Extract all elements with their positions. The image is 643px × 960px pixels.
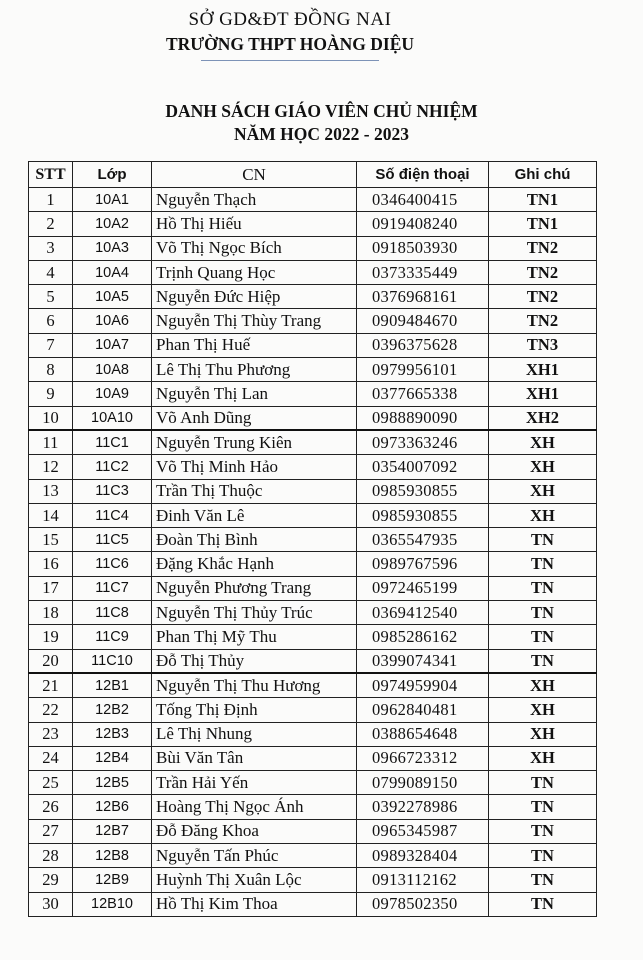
cell-teacher: Trịnh Quang Học xyxy=(152,260,357,284)
cell-teacher: Phan Thị Mỹ Thu xyxy=(152,625,357,649)
cell-class: 10A10 xyxy=(73,406,152,430)
cell-stt: 21 xyxy=(29,673,73,697)
cell-phone: 0989767596 xyxy=(357,552,489,576)
cell-class: 12B10 xyxy=(73,892,152,916)
cell-note: TN xyxy=(489,601,597,625)
table-row xyxy=(29,406,597,430)
cell-phone: 0369412540 xyxy=(357,601,489,625)
cell-phone: 0985930855 xyxy=(357,479,489,503)
cell-note: TN2 xyxy=(489,309,597,333)
table-row xyxy=(29,771,597,795)
cell-phone: 0966723312 xyxy=(357,746,489,770)
column-header-stt: STT xyxy=(29,162,73,188)
table-row xyxy=(29,503,597,527)
cell-class: 12B2 xyxy=(73,698,152,722)
table-row xyxy=(29,212,597,236)
cell-stt: 26 xyxy=(29,795,73,819)
cell-note: TN xyxy=(489,625,597,649)
table-row xyxy=(29,819,597,843)
cell-phone: 0988890090 xyxy=(357,406,489,430)
cell-class: 11C10 xyxy=(73,649,152,673)
cell-teacher: Lê Thị Thu Phương xyxy=(152,358,357,382)
cell-phone: 0978502350 xyxy=(357,892,489,916)
cell-phone: 0388654648 xyxy=(357,722,489,746)
cell-teacher: Nguyễn Thạch xyxy=(152,188,357,212)
table-row xyxy=(29,746,597,770)
cell-stt: 29 xyxy=(29,868,73,892)
cell-class: 10A4 xyxy=(73,260,152,284)
cell-phone: 0909484670 xyxy=(357,309,489,333)
table-row xyxy=(29,479,597,503)
cell-note: TN xyxy=(489,819,597,843)
cell-stt: 18 xyxy=(29,601,73,625)
cell-class: 12B4 xyxy=(73,746,152,770)
column-header-class: Lớp xyxy=(73,162,152,188)
table-row xyxy=(29,892,597,916)
cell-stt: 13 xyxy=(29,479,73,503)
cell-class: 12B1 xyxy=(73,673,152,697)
cell-class: 12B3 xyxy=(73,722,152,746)
cell-stt: 23 xyxy=(29,722,73,746)
cell-phone: 0396375628 xyxy=(357,333,489,357)
table-row xyxy=(29,601,597,625)
cell-note: TN xyxy=(489,795,597,819)
cell-stt: 12 xyxy=(29,455,73,479)
cell-stt: 30 xyxy=(29,892,73,916)
department-name: SỞ GD&ĐT ĐỒNG NAI xyxy=(188,9,392,30)
cell-note: XH2 xyxy=(489,406,597,430)
cell-note: XH1 xyxy=(489,358,597,382)
table-row xyxy=(29,430,597,454)
cell-phone: 0974959904 xyxy=(357,673,489,697)
cell-teacher: Đặng Khắc Hạnh xyxy=(152,552,357,576)
cell-stt: 25 xyxy=(29,771,73,795)
header-underline xyxy=(201,60,379,61)
cell-stt: 10 xyxy=(29,406,73,430)
cell-class: 11C4 xyxy=(73,503,152,527)
cell-stt: 4 xyxy=(29,260,73,284)
cell-teacher: Nguyễn Đức Hiệp xyxy=(152,285,357,309)
cell-note: TN1 xyxy=(489,212,597,236)
table-row xyxy=(29,309,597,333)
cell-phone: 0973363246 xyxy=(357,430,489,454)
cell-teacher: Huỳnh Thị Xuân Lộc xyxy=(152,868,357,892)
cell-note: XH xyxy=(489,503,597,527)
cell-phone: 0373335449 xyxy=(357,260,489,284)
cell-stt: 28 xyxy=(29,844,73,868)
table-row xyxy=(29,188,597,212)
cell-teacher: Trần Thị Thuộc xyxy=(152,479,357,503)
cell-class: 11C8 xyxy=(73,601,152,625)
table-body xyxy=(29,188,597,917)
table-row xyxy=(29,528,597,552)
cell-teacher: Phan Thị Huế xyxy=(152,333,357,357)
cell-class: 10A5 xyxy=(73,285,152,309)
cell-phone: 0985930855 xyxy=(357,503,489,527)
cell-class: 10A1 xyxy=(73,188,152,212)
table-row xyxy=(29,844,597,868)
cell-teacher: Võ Thị Ngọc Bích xyxy=(152,236,357,260)
table-header-row xyxy=(29,162,597,188)
cell-teacher: Nguyễn Tấn Phúc xyxy=(152,844,357,868)
cell-phone: 0913112162 xyxy=(357,868,489,892)
cell-class: 11C1 xyxy=(73,430,152,454)
cell-teacher: Võ Anh Dũng xyxy=(152,406,357,430)
cell-note: TN2 xyxy=(489,285,597,309)
table-row xyxy=(29,260,597,284)
cell-note: TN xyxy=(489,552,597,576)
cell-note: TN2 xyxy=(489,236,597,260)
cell-teacher: Đinh Văn Lê xyxy=(152,503,357,527)
column-header-phone: Số điện thoại xyxy=(357,162,489,188)
cell-class: 11C2 xyxy=(73,455,152,479)
cell-teacher: Nguyễn Phương Trang xyxy=(152,576,357,600)
cell-stt: 8 xyxy=(29,358,73,382)
cell-stt: 11 xyxy=(29,430,73,454)
cell-class: 10A9 xyxy=(73,382,152,406)
cell-teacher: Hồ Thị Kim Thoa xyxy=(152,892,357,916)
cell-teacher: Tống Thị Định xyxy=(152,698,357,722)
cell-teacher: Bùi Văn Tân xyxy=(152,746,357,770)
cell-class: 10A2 xyxy=(73,212,152,236)
cell-stt: 9 xyxy=(29,382,73,406)
cell-note: TN xyxy=(489,649,597,673)
cell-teacher: Lê Thị Nhung xyxy=(152,722,357,746)
cell-class: 12B5 xyxy=(73,771,152,795)
cell-stt: 3 xyxy=(29,236,73,260)
table-row xyxy=(29,673,597,697)
table-row xyxy=(29,868,597,892)
cell-note: XH xyxy=(489,479,597,503)
cell-phone: 0919408240 xyxy=(357,212,489,236)
cell-note: XH xyxy=(489,698,597,722)
cell-teacher: Nguyễn Thị Thùy Trang xyxy=(152,309,357,333)
cell-note: XH xyxy=(489,455,597,479)
cell-phone: 0962840481 xyxy=(357,698,489,722)
cell-phone: 0979956101 xyxy=(357,358,489,382)
cell-stt: 20 xyxy=(29,649,73,673)
cell-phone: 0799089150 xyxy=(357,771,489,795)
cell-phone: 0399074341 xyxy=(357,649,489,673)
cell-class: 11C7 xyxy=(73,576,152,600)
cell-stt: 5 xyxy=(29,285,73,309)
cell-phone: 0392278986 xyxy=(357,795,489,819)
cell-note: TN xyxy=(489,576,597,600)
cell-phone: 0376968161 xyxy=(357,285,489,309)
cell-phone: 0346400415 xyxy=(357,188,489,212)
cell-phone: 0354007092 xyxy=(357,455,489,479)
cell-stt: 2 xyxy=(29,212,73,236)
cell-class: 11C9 xyxy=(73,625,152,649)
cell-teacher: Nguyễn Thị Lan xyxy=(152,382,357,406)
cell-class: 11C5 xyxy=(73,528,152,552)
cell-class: 12B7 xyxy=(73,819,152,843)
cell-stt: 19 xyxy=(29,625,73,649)
table-row xyxy=(29,649,597,673)
cell-teacher: Võ Thị Minh Hảo xyxy=(152,455,357,479)
cell-stt: 27 xyxy=(29,819,73,843)
column-header-note: Ghi chú xyxy=(489,162,597,188)
column-header-teacher: CN xyxy=(152,162,357,188)
table-row xyxy=(29,236,597,260)
cell-phone: 0965345987 xyxy=(357,819,489,843)
cell-class: 11C3 xyxy=(73,479,152,503)
cell-stt: 24 xyxy=(29,746,73,770)
cell-class: 10A3 xyxy=(73,236,152,260)
table-row xyxy=(29,552,597,576)
title-line-2: NĂM HỌC 2022 - 2023 xyxy=(234,124,409,144)
homeroom-teacher-table xyxy=(28,161,597,917)
cell-class: 10A8 xyxy=(73,358,152,382)
table-row xyxy=(29,455,597,479)
school-name: TRƯỜNG THPT HOÀNG DIỆU xyxy=(165,34,415,54)
cell-note: TN xyxy=(489,892,597,916)
table-row xyxy=(29,576,597,600)
cell-class: 10A6 xyxy=(73,309,152,333)
cell-stt: 1 xyxy=(29,188,73,212)
cell-teacher: Đoàn Thị Bình xyxy=(152,528,357,552)
table-row xyxy=(29,722,597,746)
cell-note: XH xyxy=(489,430,597,454)
cell-phone: 0365547935 xyxy=(357,528,489,552)
cell-phone: 0989328404 xyxy=(357,844,489,868)
cell-note: TN1 xyxy=(489,188,597,212)
document-header xyxy=(140,8,440,61)
cell-teacher: Trần Hải Yến xyxy=(152,771,357,795)
cell-class: 11C6 xyxy=(73,552,152,576)
cell-teacher: Nguyễn Thị Thủy Trúc xyxy=(152,601,357,625)
cell-teacher: Hoàng Thị Ngọc Ánh xyxy=(152,795,357,819)
table-row xyxy=(29,795,597,819)
cell-phone: 0972465199 xyxy=(357,576,489,600)
table-row xyxy=(29,285,597,309)
title-line-1: DANH SÁCH GIÁO VIÊN CHỦ NHIỆM xyxy=(165,101,478,121)
cell-note: TN xyxy=(489,528,597,552)
table-row xyxy=(29,625,597,649)
cell-stt: 15 xyxy=(29,528,73,552)
cell-teacher: Đỗ Đăng Khoa xyxy=(152,819,357,843)
cell-phone: 0918503930 xyxy=(357,236,489,260)
cell-stt: 6 xyxy=(29,309,73,333)
cell-note: XH xyxy=(489,673,597,697)
document-title xyxy=(0,100,643,146)
table-row xyxy=(29,333,597,357)
cell-note: XH xyxy=(489,722,597,746)
cell-stt: 14 xyxy=(29,503,73,527)
cell-teacher: Hồ Thị Hiếu xyxy=(152,212,357,236)
cell-note: TN3 xyxy=(489,333,597,357)
cell-phone: 0377665338 xyxy=(357,382,489,406)
cell-stt: 17 xyxy=(29,576,73,600)
table-row xyxy=(29,358,597,382)
cell-class: 10A7 xyxy=(73,333,152,357)
table-row xyxy=(29,382,597,406)
cell-note: TN xyxy=(489,868,597,892)
cell-note: TN2 xyxy=(489,260,597,284)
cell-class: 12B8 xyxy=(73,844,152,868)
cell-note: XH xyxy=(489,746,597,770)
cell-teacher: Đỗ Thị Thủy xyxy=(152,649,357,673)
cell-stt: 22 xyxy=(29,698,73,722)
cell-teacher: Nguyễn Thị Thu Hương xyxy=(152,673,357,697)
cell-class: 12B9 xyxy=(73,868,152,892)
cell-stt: 16 xyxy=(29,552,73,576)
cell-class: 12B6 xyxy=(73,795,152,819)
cell-phone: 0985286162 xyxy=(357,625,489,649)
cell-teacher: Nguyễn Trung Kiên xyxy=(152,430,357,454)
cell-note: TN xyxy=(489,771,597,795)
cell-stt: 7 xyxy=(29,333,73,357)
cell-note: XH1 xyxy=(489,382,597,406)
cell-note: TN xyxy=(489,844,597,868)
table-row xyxy=(29,698,597,722)
